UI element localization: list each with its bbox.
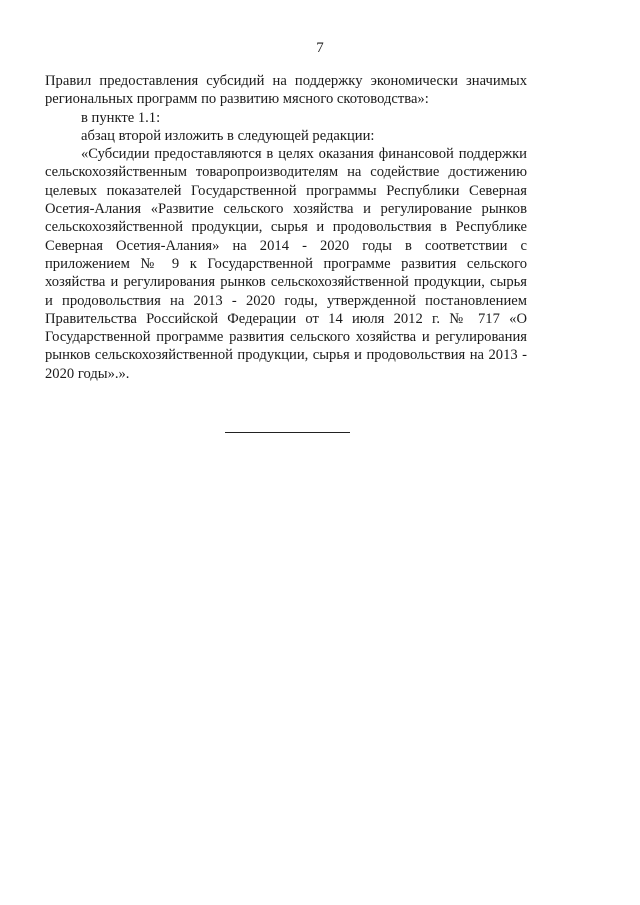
paragraph-clause-ref: в пункте 1.1: bbox=[81, 109, 161, 126]
end-separator-line bbox=[225, 432, 350, 433]
document-body bbox=[45, 72, 527, 383]
page-number: 7 bbox=[316, 40, 324, 56]
paragraph-amendment-intro: абзац второй изложить в следующей редакции: bbox=[81, 127, 375, 144]
paragraph-amendment-text: «Субсидии предоставляются в целях оказания финансовой поддержки сельскохозяйственным товаропроизводителям на содействие достижению целевых показателей Государственной программы Республики Северная Осетия-Алания «Развитие сельского хозяйства и регулирование рынков сельскохозяйственной продукции, сырья и продовольствия в Республике Северная Осетия-Алания» на 2014 - 2020 годы в соответствии с приложением № 9 к Государственной программе развития сельского хозяйства и регулирования рынков сельскохозяйственной продукции, сырья и продовольствия на 2013 - 2020 годы, утвержденной постановлением Правительства Российской Федерации от 14 июля 2012 г. № 717 «О Государственной программе развития сельского хозяйства и регулирования рынков сельскохозяйственной продукции, сырья и продовольствия на 2013 - 2020 годы».». bbox=[45, 146, 527, 382]
paragraph-rules-title: Правил предоставления субсидий на поддержку экономически значимых региональных программ по развитию мясного скотоводства»: bbox=[45, 73, 527, 108]
